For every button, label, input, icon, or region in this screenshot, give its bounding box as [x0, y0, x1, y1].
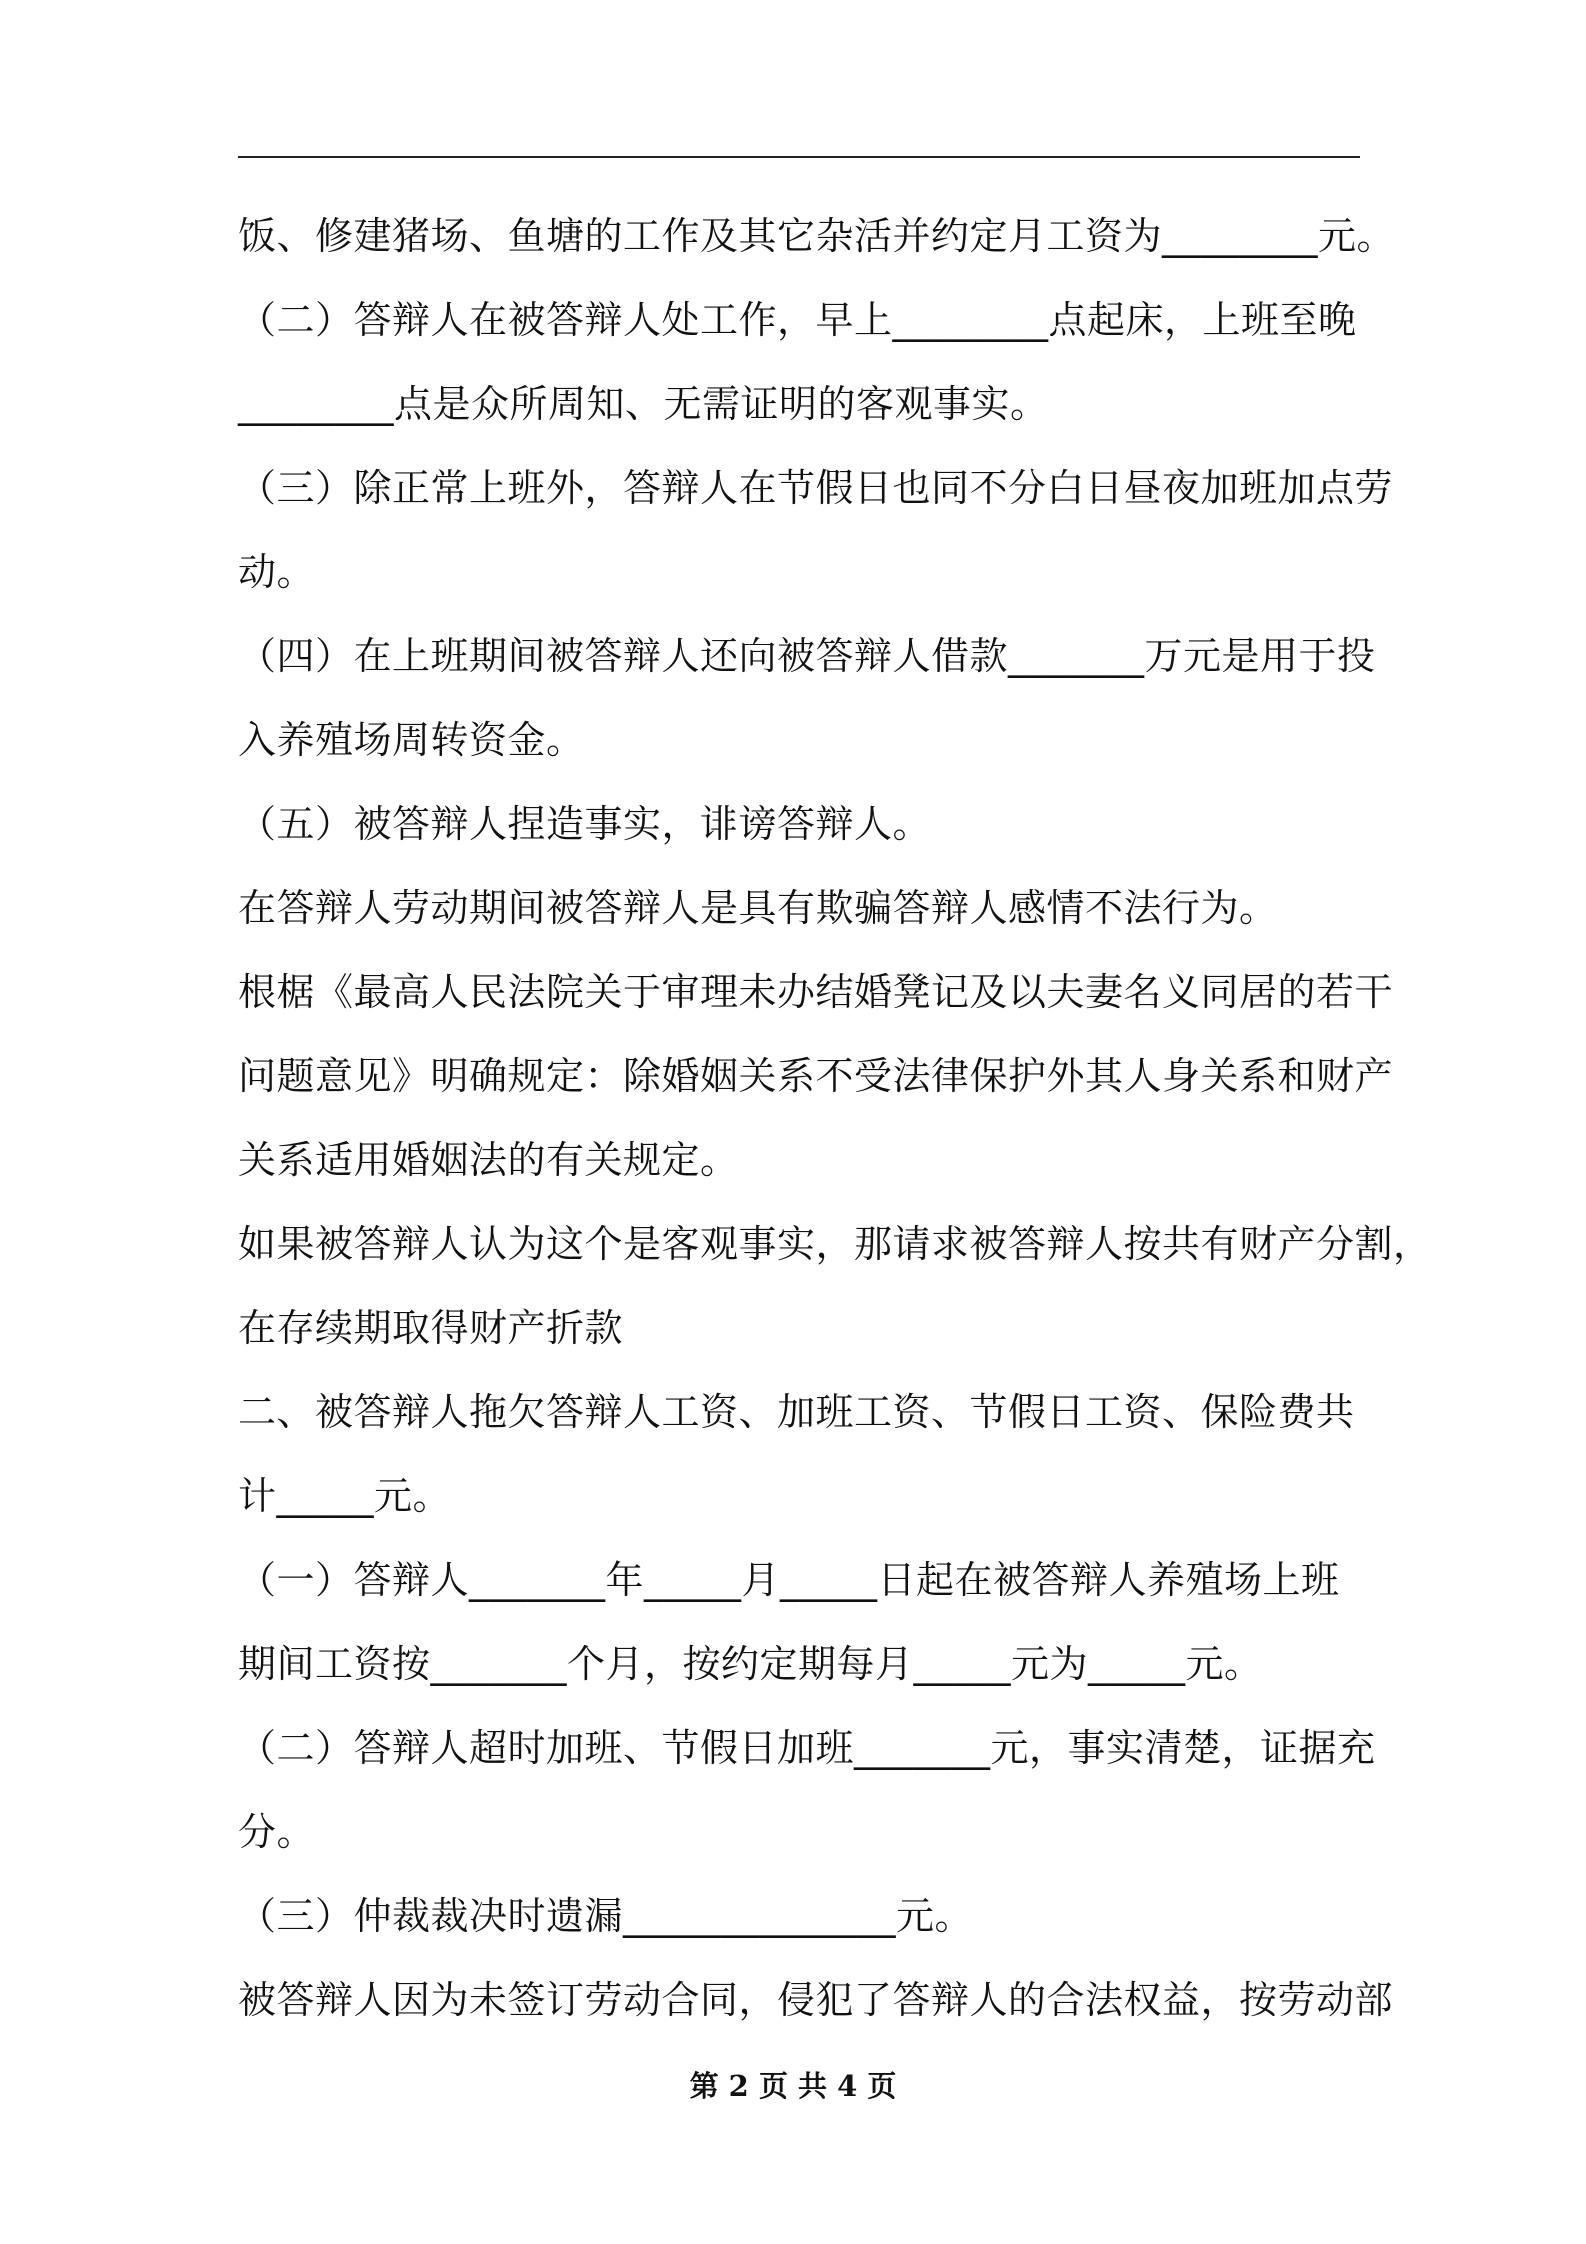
- text-line: （二）答辩人在被答辩人处工作，早上________点起床，上班至晚: [238, 298, 1357, 342]
- text-line: 如果被答辩人认为这个是客观事实，那请求被答辩人按共有财产分割，: [238, 1222, 1432, 1266]
- text-line: 动。: [238, 550, 316, 594]
- document-body: [238, 194, 1432, 2042]
- text-line: 被答辩人因为未签订劳动合同，侵犯了答辩人的合法权益，按劳动部: [238, 1978, 1394, 2022]
- header-rule: [238, 156, 1360, 158]
- text-line: 在答辩人劳动期间被答辩人是具有欺骗答辩人感情不法行为。: [238, 886, 1278, 930]
- text-line: （四）在上班期间被答辩人还向被答辩人借款_______万元是用于投: [238, 634, 1376, 678]
- text-line: 在存续期取得财产折款: [238, 1306, 624, 1350]
- text-line: （三）除正常上班外，答辩人在节假日也同不分白日昼夜加班加点劳: [238, 466, 1394, 510]
- text-line: 二、被答辩人拖欠答辩人工资、加班工资、节假日工资、保险费共: [238, 1390, 1355, 1434]
- text-line: 问题意见》明确规定：除婚姻关系不受法律保护外其人身关系和财产: [238, 1054, 1394, 1098]
- text-line: （五）被答辩人捏造事实，诽谤答辩人。: [238, 802, 932, 846]
- text-line: 分。: [238, 1810, 316, 1854]
- text-line: 入养殖场周转资金。: [238, 718, 585, 762]
- text-line: 期间工资按_______个月，按约定期每月_____元为_____元。: [238, 1642, 1263, 1686]
- text-line: （三）仲裁裁决时遗漏______________元。: [238, 1894, 974, 1938]
- text-line: （一）答辩人_______年_____月_____日起在被答辩人养殖场上班: [238, 1558, 1340, 1602]
- text-line: 饭、修建猪场、鱼塘的工作及其它杂活并约定月工资为________元。: [238, 214, 1396, 258]
- text-line: ________点是众所周知、无需证明的客观事实。: [238, 382, 1049, 426]
- text-line: （二）答辩人超时加班、节假日加班_______元，事实清楚，证据充: [238, 1726, 1376, 1770]
- text-line: 根椐《最高人民法院关于审理未办结婚凳记及以夫妻名义同居的若干: [238, 970, 1394, 1014]
- page-number: 第 2 页 共 4 页: [689, 2069, 897, 2103]
- text-line: 关系适用婚姻法的有关规定。: [238, 1138, 739, 1182]
- text-line: 计_____元。: [238, 1474, 452, 1518]
